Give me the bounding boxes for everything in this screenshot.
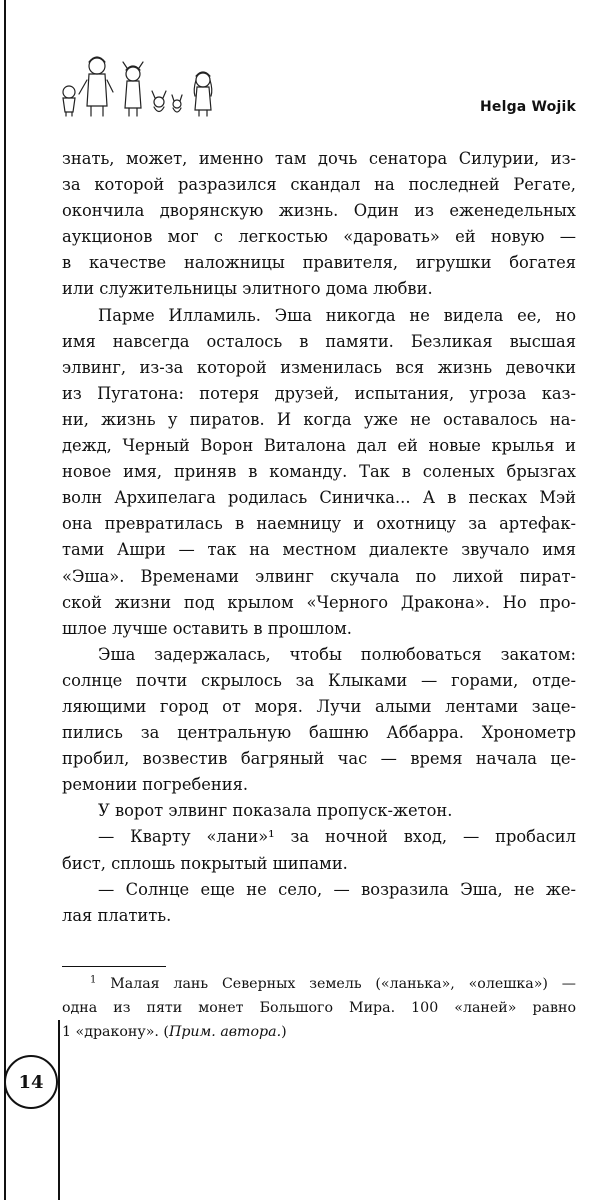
running-head-author: Helga Wojik [479,99,576,115]
text-line: шлое лучше оставить в прошлом. [62,618,352,638]
text-line: ни, жизнь у пиратов. И когда уже не оставалось на- [62,409,576,429]
footnote-divider [62,966,166,967]
text-line: солнце почти скрылось за Клыками — горами, отде- [62,670,576,690]
footnote-row [62,1020,576,1044]
body-text [62,146,576,929]
text-line: пились за центральную башню Аббарра. Хронометр [62,723,576,743]
paragraph-4 [62,798,576,824]
text-line: из Пугатона: потеря друзей, испытания, угроза каз- [62,383,576,403]
page-number: 14 [4,1055,58,1109]
text-line: бист, сплошь покрытый шипами. [62,853,348,873]
text-line: имя навсегда осталось в памяти. Безликая высшая [62,331,576,351]
text-line: ремонии погребения. [62,775,249,795]
text-line: за которой разразился скандал на последней Регате, [62,175,576,195]
text-line: новое имя, приняв в команду. Так в соленых брызгах [62,462,576,482]
text-line: Эша задержалась, чтобы полюбоваться закатом: [98,644,576,664]
footnote-row [62,972,576,996]
text-line: ляющими город от моря. Лучи алыми лентами заце- [62,696,576,716]
text-line: знать, может, именно там дочь сенатора Силурии, из- [62,149,576,168]
footnote-line: Малая лань Северных земель («ланька», «олешка») — [110,976,576,992]
footnote-line-end: ) [281,1024,287,1040]
paragraph-6 [62,877,576,929]
page-number-rule [58,1020,60,1200]
footnote-mark: 1 [90,974,97,986]
paragraph-2 [62,303,576,642]
text-line: ской жизни под крылом «Черного Дракона». Но про- [62,592,576,612]
text-line: «Эша». Временами элвинг скучала по лихой пират- [62,566,576,586]
text-line: окончила дворянскую жизнь. Один из еженедельных [62,201,576,221]
sketch-characters-illustration [55,50,225,120]
text-line: пробил, возвестив багряный час — время начала це- [62,749,576,769]
text-line: — Кварту «лани»¹ за ночной вход, — пробасил [98,827,576,847]
paragraph-1 [62,146,576,303]
text-line: волн Архипелага родилась Синичка... А в песках Мэй [62,488,576,508]
footnote [62,972,576,1044]
text-line: в качестве наложницы правителя, игрушки богатея [62,253,576,273]
text-line: — Солнце еще не село, — возразила Эша, не же- [98,879,576,899]
text-line: У ворот элвинг показала пропуск-жетон. [98,801,453,821]
paragraph-3 [62,642,576,799]
text-line: тами Ашри — так на местном диалекте звучало имя [62,540,576,560]
text-line: дежд, Черный Ворон Виталона дал ей новые крылья и [62,436,576,456]
footnote-line: 1 «дракону». ( [62,1024,169,1040]
text-line: или служительницы элитного дома любви. [62,279,433,299]
text-line: элвинг, из-за которой изменилась вся жизнь девочки [62,357,576,377]
text-line: аукционов мог с легкостью «даровать» ей новую — [62,227,576,247]
footnote-line: одна из пяти монет Большого Мира. 100 «ланей» равно [62,1000,576,1016]
paragraph-5 [62,824,576,876]
footnote-text [62,972,576,1044]
text-line: Парме Илламиль. Эша никогда не видела ее, но [98,305,576,325]
footnote-row [62,996,576,1020]
text-line: лая платить. [62,905,172,925]
footnote-author-note: Прим. автора. [168,1024,282,1040]
text-line: она превратилась в наемницу и охотницу за артефак- [62,514,576,534]
left-margin-rule [4,0,6,1200]
